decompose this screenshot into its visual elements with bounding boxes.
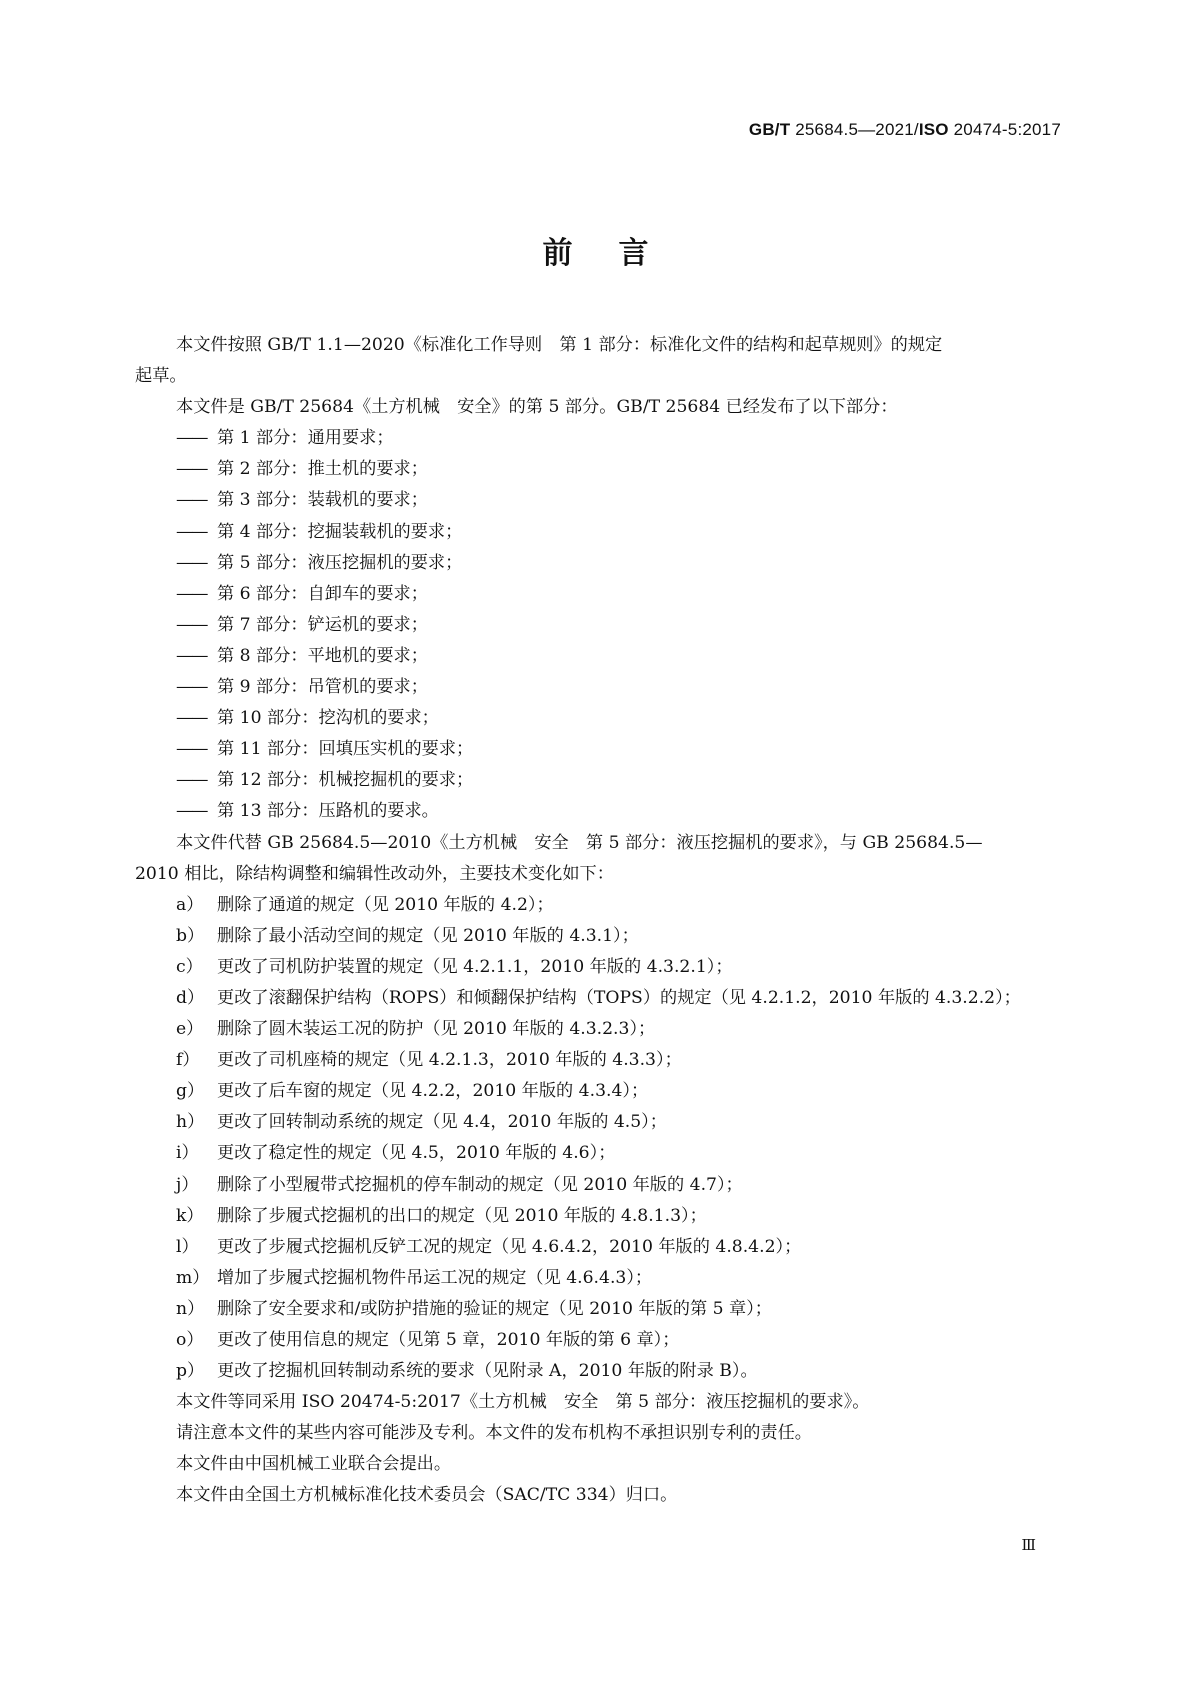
drafting-basis	[135, 330, 1060, 392]
patent-notice: 请注意本文件的某些内容可能涉及专利。本文件的发布机构不承担识别专利的责任。	[176, 1423, 812, 1444]
series-statement: 本文件是 GB/T 25684《土方机械 安全》的第 5 部分。GB/T 25684 已经发布了以下部分：	[176, 397, 898, 418]
std-number: 25684.5—2021/	[790, 120, 919, 139]
list-item: g） 更改了后车窗的规定（见 4.2.2，2010 年版的 4.3.4）；	[135, 1076, 1060, 1107]
iso-number: 20474-5:2017	[948, 120, 1061, 139]
list-item: —— 第 8 部分：平地机的要求；	[135, 641, 1060, 672]
list-item: a） 删除了通道的规定（见 2010 年版的 4.2）；	[135, 890, 1060, 921]
parts-list	[135, 423, 1060, 827]
item-label: k）	[176, 1205, 204, 1226]
dash-mark: ——	[176, 552, 207, 573]
std-code: GB/T	[748, 120, 791, 139]
adoption-statement: 本文件等同采用 ISO 20474-5:2017《土方机械 安全 第 5 部分：液压挖掘机的要求》。	[176, 1392, 870, 1413]
item-label: m）	[176, 1267, 210, 1288]
item-label: c）	[176, 956, 203, 977]
item-label: b）	[176, 925, 205, 946]
dash-mark: ——	[176, 583, 207, 604]
page-title: 前言	[542, 236, 695, 271]
item-label: i）	[176, 1143, 199, 1164]
list-item: —— 第 13 部分：压路机的要求。	[135, 796, 1060, 827]
list-item: f） 更改了司机座椅的规定（见 4.2.1.3，2010 年版的 4.3.3）；	[135, 1045, 1060, 1076]
changes-list	[135, 890, 1060, 1388]
item-label: p）	[176, 1361, 205, 1382]
list-item: —— 第 5 部分：液压挖掘机的要求；	[135, 548, 1060, 579]
item-label: o）	[176, 1330, 204, 1350]
item-label: n）	[176, 1298, 205, 1319]
list-item: —— 第 11 部分：回填压实机的要求；	[135, 734, 1060, 765]
dash-mark: ——	[176, 614, 207, 635]
standard-number-header	[749, 120, 1061, 140]
item-label: f）	[176, 1050, 200, 1071]
list-item: k） 删除了步履式挖掘机的出口的规定（见 2010 年版的 4.8.1.3）；	[135, 1201, 1060, 1232]
list-item: —— 第 9 部分：吊管机的要求；	[135, 672, 1060, 703]
list-item: —— 第 12 部分：机械挖掘机的要求；	[135, 765, 1060, 796]
dash-mark: ——	[176, 739, 207, 760]
list-item: —— 第 7 部分：铲运机的要求；	[135, 610, 1060, 641]
dash-mark: ——	[176, 801, 207, 822]
dash-mark: ——	[176, 459, 207, 480]
list-item: b） 删除了最小活动空间的规定（见 2010 年版的 4.3.1）；	[135, 921, 1060, 952]
dash-mark: ——	[176, 645, 207, 666]
list-item: l） 更改了步履式挖掘机反铲工况的规定（见 4.6.4.2，2010 年版的 4.8.4.2）；	[135, 1232, 1060, 1263]
list-item: —— 第 3 部分：装载机的要求；	[135, 485, 1060, 516]
list-item: n） 删除了安全要求和/或防护措施的验证的规定（见 2010 年版的第 5 章）；	[135, 1294, 1060, 1325]
list-item: h） 更改了回转制动系统的规定（见 4.4，2010 年版的 4.5）；	[135, 1107, 1060, 1138]
committee-statement: 本文件由全国土方机械标准化技术委员会（SAC/TC 334）归口。	[176, 1485, 678, 1506]
dash-mark: ——	[176, 770, 207, 791]
dash-mark: ——	[176, 677, 207, 698]
dash-mark: ——	[176, 708, 207, 729]
item-label: j）	[176, 1174, 199, 1195]
list-item: j） 删除了小型履带式挖掘机的停车制动的规定（见 2010 年版的 4.7）；	[135, 1170, 1060, 1201]
item-label: a）	[176, 894, 204, 915]
dash-mark: ——	[176, 490, 207, 511]
proposer-statement: 本文件由中国机械工业联合会提出。	[176, 1454, 452, 1475]
item-label: l）	[176, 1236, 199, 1257]
drafting-basis-line2: 起草。	[135, 366, 187, 387]
list-item: —— 第 1 部分：通用要求；	[135, 423, 1060, 454]
page-number: Ⅲ	[1021, 1538, 1036, 1554]
item-label: g）	[176, 1081, 205, 1102]
dash-mark: ——	[176, 521, 207, 542]
item-label: e）	[176, 1019, 204, 1040]
iso-code: ISO	[918, 120, 949, 139]
replacement-statement	[135, 828, 1060, 890]
item-label: h）	[176, 1112, 205, 1133]
dash-mark: ——	[176, 428, 207, 449]
replacement-line1: 本文件代替 GB 25684.5—2010《土方机械 安全 第 5 部分：液压挖掘机的要求》，与 GB 25684.5—	[176, 832, 983, 853]
item-label: d）	[176, 987, 205, 1008]
list-item: —— 第 2 部分：推土机的要求；	[135, 454, 1060, 485]
drafting-basis-line1: 本文件按照 GB/T 1.1—2020《标准化工作导则 第 1 部分：标准化文件的结构和起草规则》的规定	[176, 335, 943, 355]
list-item: i） 更改了稳定性的规定（见 4.5，2010 年版的 4.6）；	[135, 1138, 1060, 1169]
list-item: m） 增加了步履式挖掘机物件吊运工况的规定（见 4.6.4.3）；	[135, 1263, 1060, 1294]
list-item: —— 第 10 部分：挖沟机的要求；	[135, 703, 1060, 734]
list-item: p） 更改了挖掘机回转制动系统的要求（见附录 A，2010 年版的附录 B）。	[135, 1356, 1060, 1387]
list-item: —— 第 4 部分：挖掘装载机的要求；	[135, 517, 1060, 548]
list-item: d） 更改了滚翻保护结构（ROPS）和倾翻保护结构（TOPS）的规定（见 4.2.1.2，2010 年版的 4.3.2.2）；	[135, 983, 1060, 1014]
list-item: o） 更改了使用信息的规定（见第 5 章，2010 年版的第 6 章）；	[135, 1325, 1060, 1356]
foreword-body	[135, 330, 1060, 1512]
list-item: e） 删除了圆木装运工况的防护（见 2010 年版的 4.3.2.3）；	[135, 1014, 1060, 1045]
replacement-line2: 2010 相比，除结构调整和编辑性改动外，主要技术变化如下：	[135, 863, 614, 884]
list-item: —— 第 6 部分：自卸车的要求；	[135, 579, 1060, 610]
list-item: c） 更改了司机防护装置的规定（见 4.2.1.1，2010 年版的 4.3.2.1）；	[135, 952, 1060, 983]
